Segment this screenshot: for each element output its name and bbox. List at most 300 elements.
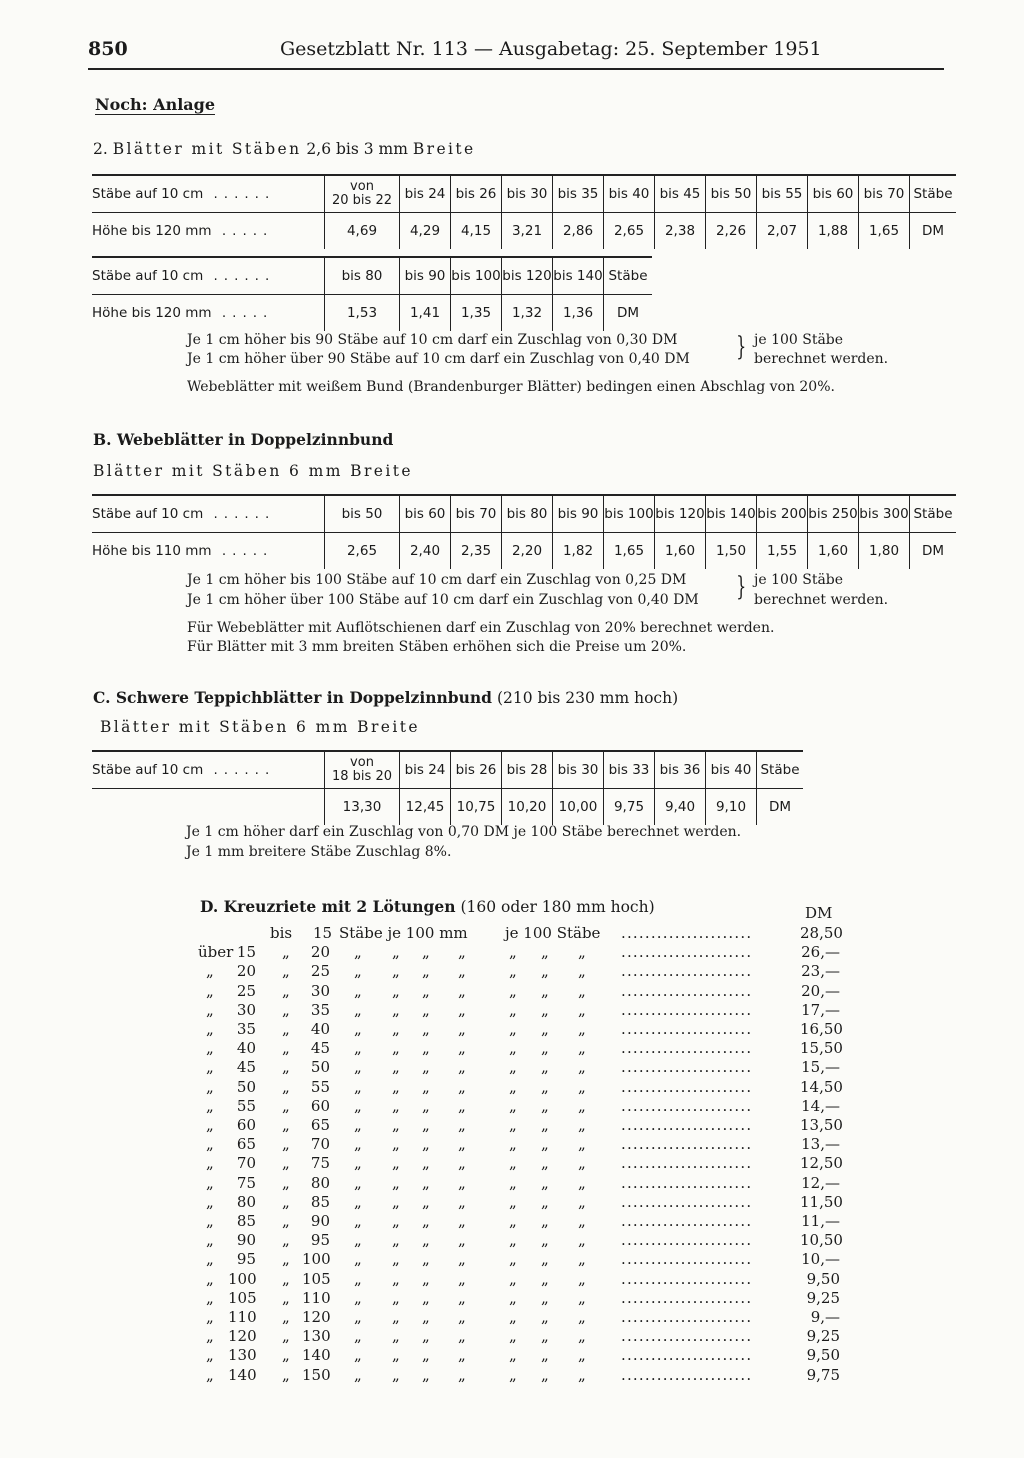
ditto-mark: „ xyxy=(282,1096,290,1115)
ditto-mark: „ xyxy=(354,1269,362,1288)
page-title: Gesetzblatt Nr. 113 — Ausgabetag: 25. September 1951 xyxy=(280,38,822,60)
table-cell: 1,60 xyxy=(808,533,859,570)
ditto-mark: „ xyxy=(392,1269,400,1288)
ditto-mark: „ xyxy=(541,1096,549,1115)
brace-icon: } xyxy=(736,572,747,602)
section2-heading xyxy=(93,140,476,158)
ditto-mark: „ xyxy=(458,1173,466,1192)
ditto-mark: „ xyxy=(354,1192,362,1211)
ditto-mark: „ xyxy=(541,1000,549,1019)
column-header: bis 90 xyxy=(553,495,604,533)
list-item-to: 20 xyxy=(310,943,330,962)
list-item-to: 25 xyxy=(310,962,330,981)
ditto-mark: „ xyxy=(282,1192,290,1211)
column-header: bis 40 xyxy=(604,175,655,213)
list-item-from: 100 xyxy=(228,1269,257,1288)
list-item xyxy=(0,1308,1024,1327)
column-header: bis 36 xyxy=(655,751,706,789)
ditto-mark: „ xyxy=(578,1039,586,1058)
column-header: Stäbe xyxy=(910,495,957,533)
list-item-price: 26,— xyxy=(801,943,840,962)
ditto-mark: „ xyxy=(509,1250,517,1269)
ditto-mark: „ xyxy=(392,1250,400,1269)
list-item-dots: ...................... xyxy=(621,1250,753,1269)
list-item-dots: ...................... xyxy=(621,1346,753,1365)
list-item-from: 85 xyxy=(236,1212,256,1230)
column-header: von 20 bis 22 xyxy=(325,175,400,213)
column-header: bis 35 xyxy=(553,175,604,213)
table-cell: 1,65 xyxy=(604,533,655,570)
table-cell: 4,29 xyxy=(400,213,451,250)
ditto-mark: „ xyxy=(422,1154,430,1173)
table-cell: 1,82 xyxy=(553,533,604,570)
list-item-from: 50 xyxy=(236,1077,256,1096)
list-item-from: 40 xyxy=(236,1039,256,1058)
price-table-c xyxy=(92,750,803,825)
ditto-mark: „ xyxy=(392,1365,400,1384)
ditto-mark: „ xyxy=(422,1192,430,1211)
column-header: bis 100 xyxy=(604,495,655,533)
table-cell: 12,45 xyxy=(400,789,451,826)
ditto-mark: „ xyxy=(578,981,586,1000)
section2-note3: Webeblätter mit weißem Bund (Brandenburger Blätter) bedingen einen Abschlag von 20%. xyxy=(187,379,835,395)
list-item xyxy=(0,1154,1024,1173)
list-item xyxy=(0,1116,1024,1135)
ditto-mark: „ xyxy=(578,1173,586,1192)
sectionC-heading xyxy=(93,688,678,707)
list-item-prefix: über xyxy=(198,943,234,962)
table-cell: 1,65 xyxy=(859,213,910,250)
ditto-mark: „ xyxy=(509,1231,517,1250)
ditto-mark: „ xyxy=(541,1058,549,1077)
ditto-mark: „ xyxy=(282,1135,290,1154)
ditto-mark: „ xyxy=(354,962,362,981)
list-item-price: 17,— xyxy=(801,1000,840,1019)
table-cell: 1,50 xyxy=(706,533,757,570)
sectionD-heading-tail: (160 oder 180 mm hoch) xyxy=(460,898,655,916)
list-item-prefix: „ xyxy=(206,1020,214,1038)
ditto-mark: „ xyxy=(509,1000,517,1019)
ditto-mark: „ xyxy=(509,1365,517,1384)
ditto-mark: „ xyxy=(282,943,290,962)
column-header: bis 30 xyxy=(553,751,604,789)
list-item-dots: ...................... xyxy=(621,1116,753,1134)
column-header: bis 80 xyxy=(502,495,553,533)
ditto-mark: „ xyxy=(578,1116,586,1134)
ditto-mark: „ xyxy=(541,1269,549,1288)
sectionB-note-right1: je 100 Stäbe xyxy=(754,572,844,588)
list-item xyxy=(0,1078,1024,1097)
ditto-mark: „ xyxy=(578,1058,586,1077)
ditto-mark: „ xyxy=(282,1077,290,1096)
table-cell: 9,10 xyxy=(706,789,757,826)
ditto-mark: „ xyxy=(541,1346,549,1365)
ditto-mark: „ xyxy=(422,1308,430,1326)
list-item xyxy=(0,982,1024,1001)
ditto-mark: „ xyxy=(541,1212,549,1230)
ditto-mark: „ xyxy=(541,1116,549,1134)
ditto-mark: „ xyxy=(578,1288,586,1307)
table-row xyxy=(92,533,956,570)
list-item-from: 35 xyxy=(236,1020,256,1038)
ditto-mark: „ xyxy=(354,981,362,1000)
row-label: Stäbe auf 10 cm ...... xyxy=(92,495,325,533)
brace-icon: } xyxy=(736,332,747,362)
list-item-price: 9,25 xyxy=(806,1327,840,1346)
list-item-to: 75 xyxy=(310,1154,330,1173)
ditto-mark: „ xyxy=(282,981,290,1000)
ditto-mark: „ xyxy=(458,1116,466,1134)
table-cell: 2,40 xyxy=(400,533,451,570)
sectionD-heading-bold: D. Kreuzriete mit 2 Lötungen xyxy=(200,897,456,916)
column-header: Stäbe xyxy=(757,751,804,789)
ditto-mark: „ xyxy=(282,1269,290,1288)
ditto-mark: „ xyxy=(509,1135,517,1154)
list-item-to: 60 xyxy=(310,1096,330,1115)
list-item-from: 20 xyxy=(236,962,256,981)
ditto-mark: „ xyxy=(282,1346,290,1365)
table-cell: 2,65 xyxy=(604,213,655,250)
ditto-mark: „ xyxy=(354,1058,362,1077)
ditto-mark: „ xyxy=(578,1308,586,1326)
ditto-mark: „ xyxy=(578,1231,586,1250)
ditto-mark: „ xyxy=(509,1039,517,1058)
list-item-dots: ...................... xyxy=(621,962,753,981)
table-cell: DM xyxy=(604,295,653,332)
list-item-to: 15 xyxy=(313,924,333,942)
ditto-mark: „ xyxy=(392,1288,400,1307)
list-item-dots: ...................... xyxy=(621,1288,753,1307)
ditto-mark: „ xyxy=(392,1212,400,1230)
list-item-from: 60 xyxy=(236,1116,256,1134)
ditto-mark: „ xyxy=(458,1365,466,1384)
list-item-to: 150 xyxy=(302,1365,331,1384)
ditto-mark: „ xyxy=(458,1231,466,1250)
list-item-to: 55 xyxy=(310,1077,330,1096)
list-item-to: 110 xyxy=(302,1288,331,1307)
ditto-mark: „ xyxy=(458,1039,466,1058)
table-cell: 2,20 xyxy=(502,533,553,570)
ditto-mark: „ xyxy=(541,1039,549,1058)
table-row xyxy=(92,175,956,213)
page-header xyxy=(88,34,944,70)
table-cell: 10,00 xyxy=(553,789,604,826)
sectionB-note2: Je 1 cm höher über 100 Stäbe auf 10 cm darf ein Zuschlag von 0,40 DM xyxy=(187,592,699,608)
ditto-mark: „ xyxy=(422,962,430,981)
ditto-mark: „ xyxy=(422,1288,430,1307)
ditto-mark: „ xyxy=(509,1077,517,1096)
list-item-price: 14,— xyxy=(801,1096,840,1115)
sectionC-subheading: Blätter mit Stäben 6 mm Breite xyxy=(100,718,420,736)
ditto-mark: „ xyxy=(354,1096,362,1115)
list-item-prefix: „ xyxy=(206,1000,214,1019)
ditto-mark: „ xyxy=(282,1212,290,1230)
list-item-price: 11,50 xyxy=(800,1192,843,1211)
table-cell: 4,69 xyxy=(325,213,400,250)
ditto-mark: „ xyxy=(422,1173,430,1192)
table-cell: 10,75 xyxy=(451,789,502,826)
ditto-mark: „ xyxy=(578,1212,586,1230)
column-header: bis 24 xyxy=(400,751,451,789)
table-cell: 10,20 xyxy=(502,789,553,826)
list-item xyxy=(0,1058,1024,1077)
list-item xyxy=(0,1097,1024,1116)
ditto-mark: „ xyxy=(578,1135,586,1154)
ditto-mark: „ xyxy=(541,1077,549,1096)
list-item-prefix: „ xyxy=(206,1346,214,1365)
column-header: bis 70 xyxy=(451,495,502,533)
table-cell: 9,40 xyxy=(655,789,706,826)
ditto-mark: „ xyxy=(422,1058,430,1077)
ditto-mark: „ xyxy=(541,1173,549,1192)
list-item-to: 70 xyxy=(310,1135,330,1154)
sectionB-note1: Je 1 cm höher bis 100 Stäbe auf 10 cm darf ein Zuschlag von 0,25 DM xyxy=(187,572,687,588)
section2-heading-spaced: Blätter mit Stäben xyxy=(112,140,302,158)
list-item-dots: ...................... xyxy=(621,1000,753,1019)
table-row xyxy=(92,257,652,295)
ditto-mark: „ xyxy=(509,1327,517,1346)
table-cell: 9,75 xyxy=(604,789,655,826)
column-header: bis 60 xyxy=(808,175,859,213)
ditto-mark: „ xyxy=(509,981,517,1000)
list-item-dots: ...................... xyxy=(621,1212,753,1230)
list-item-price: 14,50 xyxy=(800,1077,843,1096)
sectionB-note-right2: berechnet werden. xyxy=(754,592,889,608)
list-item-from: 120 xyxy=(228,1327,257,1346)
row-label: Höhe bis 120 mm ..... xyxy=(92,223,274,239)
list-item-price: 13,— xyxy=(801,1135,840,1154)
ditto-mark: „ xyxy=(458,1269,466,1288)
ditto-mark: „ xyxy=(509,1116,517,1134)
list-item-from: 75 xyxy=(236,1173,256,1192)
table-row xyxy=(92,495,956,533)
ditto-mark: „ xyxy=(422,1039,430,1058)
row-label-text: Stäbe auf 10 cm xyxy=(92,186,204,202)
ditto-mark: „ xyxy=(354,1039,362,1058)
ditto-mark: „ xyxy=(422,1327,430,1346)
column-header: von 18 bis 20 xyxy=(325,751,400,789)
ditto-mark: „ xyxy=(541,1231,549,1250)
column-header: bis 60 xyxy=(400,495,451,533)
table-cell: 2,07 xyxy=(757,213,808,250)
list-item-to: 40 xyxy=(310,1020,330,1038)
list-item-prefix: „ xyxy=(206,1116,214,1134)
list-item-prefix: „ xyxy=(206,981,214,1000)
row-label-text: Höhe bis 110 mm xyxy=(92,543,212,559)
column-header: bis 140 xyxy=(553,257,604,295)
list-item-dots: ...................... xyxy=(621,1231,753,1250)
ditto-mark: „ xyxy=(578,1000,586,1019)
ditto-mark: „ xyxy=(541,1308,549,1326)
list-item-to: 45 xyxy=(310,1039,330,1058)
ditto-mark: „ xyxy=(282,1365,290,1384)
list-item-from: 90 xyxy=(236,1231,256,1250)
column-header: Stäbe xyxy=(604,257,653,295)
row-label-text: Stäbe auf 10 cm xyxy=(92,762,204,778)
ditto-mark: „ xyxy=(541,1154,549,1173)
column-header: bis 200 xyxy=(757,495,808,533)
row-label-text: Höhe bis 120 mm xyxy=(92,305,212,321)
list-item-price: 11,— xyxy=(801,1212,840,1230)
ditto-mark: „ xyxy=(458,1096,466,1115)
ditto-mark: „ xyxy=(282,1308,290,1326)
list-item-prefix: „ xyxy=(206,1288,214,1307)
ditto-mark: „ xyxy=(422,1269,430,1288)
ditto-mark: „ xyxy=(458,1020,466,1038)
table-cell: 1,53 xyxy=(325,295,400,332)
list-item xyxy=(0,1039,1024,1058)
ditto-mark: „ xyxy=(578,1346,586,1365)
list-item-dots: ...................... xyxy=(621,1077,753,1096)
table-cell: DM xyxy=(910,533,957,570)
list-item-dots: ...................... xyxy=(621,924,753,942)
list-item-prefix: „ xyxy=(206,1039,214,1058)
sectionD-list xyxy=(0,924,1024,1384)
list-item-price: 9,75 xyxy=(806,1365,840,1384)
list-item-from: 45 xyxy=(236,1058,256,1077)
table-cell: 1,60 xyxy=(655,533,706,570)
table-cell: 2,38 xyxy=(655,213,706,250)
ditto-mark: „ xyxy=(578,1192,586,1211)
ditto-mark: „ xyxy=(354,943,362,962)
row-label: Stäbe auf 10 cm ...... xyxy=(92,751,325,789)
column-header: bis 24 xyxy=(400,175,451,213)
list-item-price: 9,50 xyxy=(806,1269,840,1288)
sectionB-note3: Für Webeblätter mit Auflötschienen darf ein Zuschlag von 20% berechnet werden. xyxy=(187,620,775,636)
row-label-text: Höhe bis 120 mm xyxy=(92,223,212,239)
list-item-price: 9,50 xyxy=(806,1346,840,1365)
list-item-to: 140 xyxy=(302,1346,331,1365)
list-item-from: 140 xyxy=(228,1365,257,1384)
ditto-mark: „ xyxy=(541,1327,549,1346)
ditto-mark: „ xyxy=(509,1308,517,1326)
list-item-to: 90 xyxy=(310,1212,330,1230)
list-item xyxy=(0,1366,1024,1385)
ditto-mark: „ xyxy=(422,1135,430,1154)
column-header: bis 100 xyxy=(451,257,502,295)
section2-note2: Je 1 cm höher über 90 Stäbe auf 10 cm darf ein Zuschlag von 0,40 DM xyxy=(187,351,690,367)
table-cell: DM xyxy=(910,213,957,250)
table-cell: 1,35 xyxy=(451,295,502,332)
sectionD-heading xyxy=(200,897,655,916)
list-item-prefix: „ xyxy=(206,962,214,981)
ditto-mark: „ xyxy=(392,1116,400,1134)
ditto-mark: „ xyxy=(354,1154,362,1173)
sectionC-heading-bold: C. Schwere Teppichblätter in Doppelzinnbund xyxy=(93,688,492,707)
ditto-mark: „ xyxy=(541,981,549,1000)
ditto-mark: „ xyxy=(282,962,290,981)
list-item-to: 100 xyxy=(302,1250,331,1269)
sectionB-heading: B. Webeblätter in Doppelzinnbund xyxy=(93,430,394,449)
section2-note1: Je 1 cm höher bis 90 Stäbe auf 10 cm darf ein Zuschlag von 0,30 DM xyxy=(187,332,678,348)
column-header: Stäbe xyxy=(910,175,957,213)
ditto-mark: „ xyxy=(282,1000,290,1019)
column-header: bis 120 xyxy=(655,495,706,533)
list-item-to: 130 xyxy=(302,1327,331,1346)
list-item-price: 12,50 xyxy=(800,1154,843,1173)
ditto-mark: „ xyxy=(509,1058,517,1077)
row-label-text: Stäbe auf 10 cm xyxy=(92,268,204,284)
column-header: bis 40 xyxy=(706,751,757,789)
ditto-mark: „ xyxy=(458,962,466,981)
list-item xyxy=(0,1212,1024,1231)
list-item-dots: ...................... xyxy=(621,1039,753,1058)
ditto-mark: „ xyxy=(392,1346,400,1365)
table-cell: 4,15 xyxy=(451,213,502,250)
ditto-mark: „ xyxy=(354,1308,362,1326)
list-item-text: Stäbe je 100 mm xyxy=(339,924,468,942)
ditto-mark: „ xyxy=(458,1077,466,1096)
list-item-from: 130 xyxy=(228,1346,257,1365)
price-table-2a xyxy=(92,174,956,249)
column-header: bis 70 xyxy=(859,175,910,213)
ditto-mark: „ xyxy=(354,1077,362,1096)
ditto-mark: „ xyxy=(422,943,430,962)
price-table-2b xyxy=(92,256,652,331)
list-item-to: 85 xyxy=(310,1192,330,1211)
list-item-dots: ...................... xyxy=(621,981,753,1000)
list-item-bis: bis xyxy=(270,924,293,942)
list-item-prefix: „ xyxy=(206,1250,214,1269)
ditto-mark: „ xyxy=(354,1346,362,1365)
list-item-from: 55 xyxy=(236,1096,256,1115)
list-item-dots: ...................... xyxy=(621,1327,753,1346)
list-item-prefix: „ xyxy=(206,1327,214,1346)
ditto-mark: „ xyxy=(578,1154,586,1173)
sectionB-subheading: Blätter mit Stäben 6 mm Breite xyxy=(93,462,413,480)
row-label xyxy=(92,789,325,826)
ditto-mark: „ xyxy=(422,1096,430,1115)
ditto-mark: „ xyxy=(354,1327,362,1346)
list-item-price: 15,50 xyxy=(800,1039,843,1058)
list-item-dots: ...................... xyxy=(621,1269,753,1288)
ditto-mark: „ xyxy=(509,1346,517,1365)
table-cell: 1,36 xyxy=(553,295,604,332)
list-item-dots: ...................... xyxy=(621,1173,753,1192)
ditto-mark: „ xyxy=(509,1173,517,1192)
ditto-mark: „ xyxy=(422,1077,430,1096)
row-label: Stäbe auf 10 cm ...... xyxy=(92,175,325,213)
ditto-mark: „ xyxy=(354,1173,362,1192)
ditto-mark: „ xyxy=(422,1116,430,1134)
ditto-mark: „ xyxy=(541,1020,549,1038)
ditto-mark: „ xyxy=(354,1231,362,1250)
ditto-mark: „ xyxy=(354,1116,362,1134)
ditto-mark: „ xyxy=(578,1077,586,1096)
ditto-mark: „ xyxy=(541,1192,549,1211)
ditto-mark: „ xyxy=(422,1231,430,1250)
ditto-mark: „ xyxy=(392,962,400,981)
list-item-from: 65 xyxy=(236,1135,256,1154)
column-header: bis 250 xyxy=(808,495,859,533)
ditto-mark: „ xyxy=(458,981,466,1000)
ditto-mark: „ xyxy=(282,1154,290,1173)
list-item-prefix: „ xyxy=(206,1077,214,1096)
list-item-prefix: „ xyxy=(206,1173,214,1192)
list-item-price: 13,50 xyxy=(800,1116,843,1134)
list-item-prefix: „ xyxy=(206,1058,214,1077)
ditto-mark: „ xyxy=(578,962,586,981)
list-item xyxy=(0,1327,1024,1346)
list-item-prefix: „ xyxy=(206,1365,214,1384)
ditto-mark: „ xyxy=(354,1135,362,1154)
ditto-mark: „ xyxy=(541,1250,549,1269)
ditto-mark: „ xyxy=(458,1135,466,1154)
row-label: Höhe bis 120 mm ..... xyxy=(92,305,274,321)
ditto-mark: „ xyxy=(282,1039,290,1058)
list-item-to: 105 xyxy=(302,1269,331,1288)
ditto-mark: „ xyxy=(578,1250,586,1269)
